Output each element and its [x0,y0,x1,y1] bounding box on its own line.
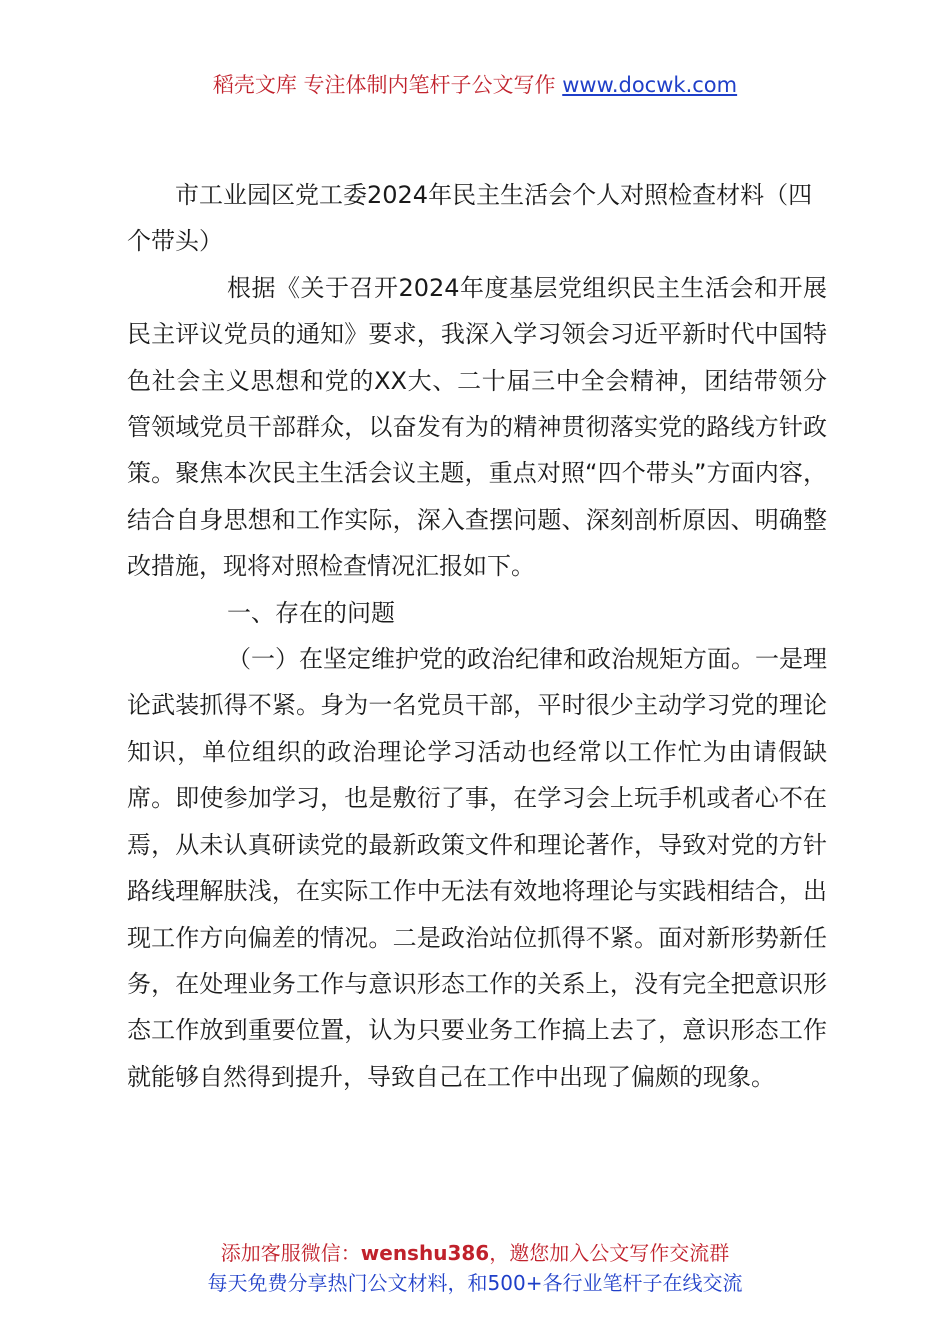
header-text: 稻壳文库 专注体制内笔杆子公文写作 [212,73,563,97]
footer-line-2: 每天免费分享热门公文材料，和500+各行业笔杆子在线交流 [207,1271,743,1295]
intro-paragraph: 根据《关于召开2024年度基层党组织民主生活会和开展民主评议党员的通知》要求，我深入学习领会习近平新时代中国特色社会主义思想和党的XX大、二十届三中全会精神，团结带领分管领域党员干部群众，以奋发有为的精神贯彻落实党的路线方针政策。聚焦本次民主生活会议主题，重点对照“四个带头”方面内容，结合自身思想和工作实际，深入查摆问题、深刻剖析原因、明确整改措施，现将对照检查情况汇报如下。 [127,273,827,581]
footer-suffix: ，邀您加入公文写作交流群 [489,1241,730,1265]
watermark-footer [0,1238,950,1298]
document-body [127,172,827,1100]
watermark-header [0,70,950,100]
section-paragraph: （一）在坚定维护党的政治纪律和政治规矩方面。一是理论武装抓得不紧。身为一名党员干部，平时很少主动学习党的理论知识，单位组织的政治理论学习活动也经常以工作忙为由请假缺席。即使参加学习，也是敷衍了事，在学习会上玩手机或者心不在焉，从未认真研读党的最新政策文件和理论著作，导致对党的方针路线理解肤浅，在实际工作中无法有效地将理论与实践相结合，出现工作方向偏差的情况。二是政治站位抓得不紧。面对新形势新任务，在处理业务工作与意识形态工作的关系上，没有完全把意识形态工作放到重要位置，认为只要业务工作搞上去了，意识形态工作就能够自然得到提升，导致自己在工作中出现了偏颇的现象。 [127,645,827,1091]
header-link[interactable]: www.docwk.com [562,73,738,97]
section-heading: 一、存在的问题 [227,598,395,627]
document-title: 市工业园区党工委2024年民主生活会个人对照检查材料（四个带头） [127,181,813,256]
footer-prefix: 添加客服微信： [220,1241,361,1265]
footer-line-1 [0,1238,950,1268]
footer-wechat-id: wenshu386 [360,1241,490,1265]
